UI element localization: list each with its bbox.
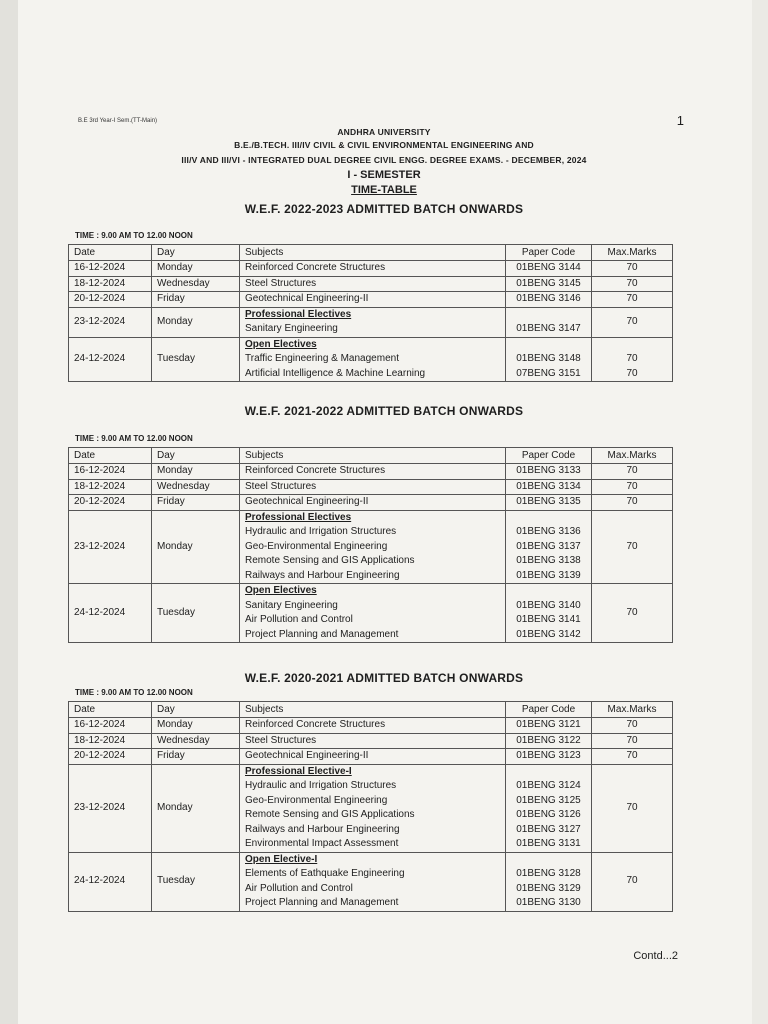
page-number: 1	[676, 113, 684, 128]
table-row	[69, 307, 673, 337]
column-header: Subjects	[240, 702, 506, 718]
subject: Geotechnical Engineering-II	[240, 749, 506, 765]
subject: Project Planning and Management	[245, 628, 399, 640]
column-header: Subjects	[240, 448, 506, 464]
paper-code: 01BENG 3130	[516, 897, 581, 908]
max-marks: 70	[592, 510, 673, 584]
paper-code: 01BENG 3124	[516, 780, 581, 791]
paper-code: 01BENG 3131	[516, 838, 581, 849]
subject: Sanitary Engineering	[245, 599, 338, 611]
paper-code-group	[506, 764, 592, 852]
timetable-heading: TIME-TABLE	[351, 184, 417, 196]
document-reference: B.E 3rd Year-I Sem.(TT-Main)	[78, 118, 158, 124]
column-header: Paper Code	[506, 245, 592, 261]
paper-code-group	[506, 584, 592, 643]
subject: Steel Structures	[240, 733, 506, 749]
exam-date: 24-12-2024	[69, 337, 152, 382]
table-header-row	[69, 448, 673, 464]
max-marks: 70	[592, 276, 673, 292]
paper-code: 01BENG 3148	[516, 353, 581, 364]
paper-code-group	[506, 510, 592, 584]
exam-day: Monday	[152, 464, 240, 480]
elective-heading: Professional Elective-I	[245, 765, 352, 777]
exam-day: Friday	[152, 749, 240, 765]
max-marks: 70	[592, 464, 673, 480]
max-marks: 70	[592, 495, 673, 511]
section-title: W.E.F. 2020-2021 ADMITTED BATCH ONWARDS	[244, 671, 524, 685]
exam-date: 16-12-2024	[69, 261, 152, 277]
max-marks: 70	[592, 292, 673, 308]
max-marks: 70	[626, 367, 638, 379]
elective-heading: Open Elective-I	[245, 853, 318, 865]
column-header: Date	[69, 245, 152, 261]
max-marks: 70	[592, 733, 673, 749]
subject: Hydraulic and Irrigation Structures	[245, 526, 397, 537]
subject: Traffic Engineering & Management	[245, 353, 399, 364]
exam-date: 23-12-2024	[69, 307, 152, 337]
elective-heading: Professional Electives	[245, 308, 352, 320]
exam-date: 16-12-2024	[69, 464, 152, 480]
paper-code: 01BENG 3136	[516, 526, 581, 537]
exam-day: Tuesday	[152, 337, 240, 382]
table-row	[69, 749, 673, 765]
table-row	[69, 718, 673, 734]
subject: Sanitary Engineering	[245, 323, 338, 334]
column-header: Paper Code	[506, 702, 592, 718]
max-marks: 70	[592, 307, 673, 337]
table-row	[69, 495, 673, 511]
subject: Reinforced Concrete Structures	[240, 464, 506, 480]
timetable-2020-2021	[68, 701, 673, 912]
subject-group	[240, 764, 506, 852]
column-header: Date	[69, 448, 152, 464]
exam-day: Monday	[152, 510, 240, 584]
max-marks: 70	[626, 353, 638, 364]
max-marks: 70	[592, 852, 673, 911]
max-marks-group	[592, 337, 673, 382]
paper-code: 01BENG 3144	[506, 261, 592, 277]
subject: Project Planning and Management	[245, 897, 399, 908]
subject: Elements of Eathquake Engineering	[245, 868, 405, 879]
subject: Remote Sensing and GIS Applications	[245, 809, 415, 820]
subject: Remote Sensing and GIS Applications	[245, 555, 415, 566]
exam-day: Wednesday	[152, 276, 240, 292]
exam-day: Friday	[152, 292, 240, 308]
subject-group	[240, 584, 506, 643]
table-row	[69, 276, 673, 292]
subject: Railways and Harbour Engineering	[245, 823, 400, 835]
paper-code-group	[506, 337, 592, 382]
subject: Geo-Environmental Engineering	[245, 794, 388, 806]
scan-edge-right	[752, 0, 768, 1024]
max-marks: 70	[592, 261, 673, 277]
column-header: Max.Marks	[592, 702, 673, 718]
exam-date: 24-12-2024	[69, 852, 152, 911]
paper-code: 01BENG 3139	[516, 569, 581, 581]
programme-line-1: B.E./B.TECH. III/IV CIVIL & CIVIL ENVIRONMENTAL ENGINEERING AND	[234, 140, 534, 150]
exam-day: Tuesday	[152, 852, 240, 911]
table-row	[69, 764, 673, 852]
table-header-row	[69, 245, 673, 261]
exam-day: Wednesday	[152, 479, 240, 495]
exam-date: 16-12-2024	[69, 718, 152, 734]
subject-group	[240, 337, 506, 382]
paper-code: 01BENG 3127	[516, 823, 581, 835]
elective-heading: Open Electives	[245, 338, 317, 350]
paper-code: 01BENG 3123	[506, 749, 592, 765]
column-header: Date	[69, 702, 152, 718]
paper-code: 01BENG 3128	[516, 868, 581, 879]
paper-code-group	[506, 307, 592, 337]
exam-day: Monday	[152, 718, 240, 734]
table-row	[69, 464, 673, 480]
exam-day: Tuesday	[152, 584, 240, 643]
table-row	[69, 261, 673, 277]
paper-code: 01BENG 3134	[506, 479, 592, 495]
elective-heading: Open Electives	[245, 585, 317, 596]
subject: Environmental Impact Assessment	[245, 838, 399, 849]
subject: Geo-Environmental Engineering	[245, 540, 388, 552]
paper-code: 01BENG 3140	[516, 599, 581, 611]
subject: Artificial Intelligence & Machine Learning	[245, 367, 426, 379]
scan-edge-left	[0, 0, 18, 1024]
subject-group	[240, 852, 506, 911]
paper-code: 01BENG 3133	[506, 464, 592, 480]
subject: Steel Structures	[240, 479, 506, 495]
elective-heading: Professional Electives	[245, 511, 352, 523]
max-marks: 70	[592, 718, 673, 734]
column-header: Day	[152, 448, 240, 464]
exam-date: 18-12-2024	[69, 733, 152, 749]
exam-time: TIME : 9.00 AM TO 12.00 NOON	[75, 688, 193, 697]
section-title: W.E.F. 2022-2023 ADMITTED BATCH ONWARDS	[244, 202, 524, 216]
table-row	[69, 852, 673, 911]
subject: Railways and Harbour Engineering	[245, 569, 400, 581]
paper-code: 01BENG 3138	[516, 555, 581, 566]
paper-code: 01BENG 3122	[506, 733, 592, 749]
paper-code-group	[506, 852, 592, 911]
subject: Reinforced Concrete Structures	[240, 261, 506, 277]
column-header: Day	[152, 245, 240, 261]
subject: Hydraulic and Irrigation Structures	[245, 780, 397, 791]
programme-line-2: III/V AND III/VI - INTEGRATED DUAL DEGREE CIVIL ENGG. DEGREE EXAMS. - DECEMBER, 2024	[181, 155, 587, 165]
paper-code: 01BENG 3121	[506, 718, 592, 734]
paper-code: 01BENG 3126	[516, 809, 581, 820]
paper-code: 07BENG 3151	[516, 367, 581, 379]
exam-day: Friday	[152, 495, 240, 511]
exam-date: 18-12-2024	[69, 276, 152, 292]
exam-date: 23-12-2024	[69, 764, 152, 852]
max-marks: 70	[592, 584, 673, 643]
exam-time: TIME : 9.00 AM TO 12.00 NOON	[75, 231, 193, 240]
subject: Air Pollution and Control	[245, 614, 353, 625]
paper-code: 01BENG 3129	[516, 882, 581, 894]
table-row	[69, 733, 673, 749]
timetable-2021-2022	[68, 447, 673, 643]
paper-code: 01BENG 3146	[506, 292, 592, 308]
subject-group	[240, 510, 506, 584]
subject: Reinforced Concrete Structures	[240, 718, 506, 734]
table-row	[69, 479, 673, 495]
exam-date: 20-12-2024	[69, 495, 152, 511]
exam-day: Monday	[152, 307, 240, 337]
exam-day: Monday	[152, 261, 240, 277]
exam-date: 23-12-2024	[69, 510, 152, 584]
max-marks: 70	[592, 764, 673, 852]
paper-code: 01BENG 3125	[516, 794, 581, 806]
column-header: Paper Code	[506, 448, 592, 464]
exam-date: 20-12-2024	[69, 749, 152, 765]
timetable-2022-2023	[68, 244, 673, 382]
continued-note: Contd...2	[633, 950, 678, 962]
column-header: Max.Marks	[592, 448, 673, 464]
table-header-row	[69, 702, 673, 718]
paper-code: 01BENG 3145	[506, 276, 592, 292]
subject: Geotechnical Engineering-II	[240, 292, 506, 308]
column-header: Subjects	[240, 245, 506, 261]
exam-day: Monday	[152, 764, 240, 852]
section-title: W.E.F. 2021-2022 ADMITTED BATCH ONWARDS	[244, 404, 524, 418]
exam-day: Wednesday	[152, 733, 240, 749]
university-name: ANDHRA UNIVERSITY	[337, 127, 431, 137]
subject: Geotechnical Engineering-II	[240, 495, 506, 511]
table-row	[69, 292, 673, 308]
exam-date: 24-12-2024	[69, 584, 152, 643]
paper-code: 01BENG 3135	[506, 495, 592, 511]
exam-time: TIME : 9.00 AM TO 12.00 NOON	[75, 434, 193, 443]
column-header: Day	[152, 702, 240, 718]
semester-heading: I - SEMESTER	[347, 169, 421, 181]
paper-code: 01BENG 3142	[516, 628, 581, 640]
subject: Steel Structures	[240, 276, 506, 292]
exam-date: 20-12-2024	[69, 292, 152, 308]
max-marks: 70	[592, 479, 673, 495]
table-row	[69, 337, 673, 382]
max-marks: 70	[592, 749, 673, 765]
subject: Air Pollution and Control	[245, 882, 353, 894]
exam-date: 18-12-2024	[69, 479, 152, 495]
paper-code: 01BENG 3141	[516, 614, 581, 625]
column-header: Max.Marks	[592, 245, 673, 261]
table-row	[69, 584, 673, 643]
subject-group	[240, 307, 506, 337]
table-row	[69, 510, 673, 584]
paper-code: 01BENG 3147	[516, 323, 581, 334]
paper-code: 01BENG 3137	[516, 540, 581, 552]
